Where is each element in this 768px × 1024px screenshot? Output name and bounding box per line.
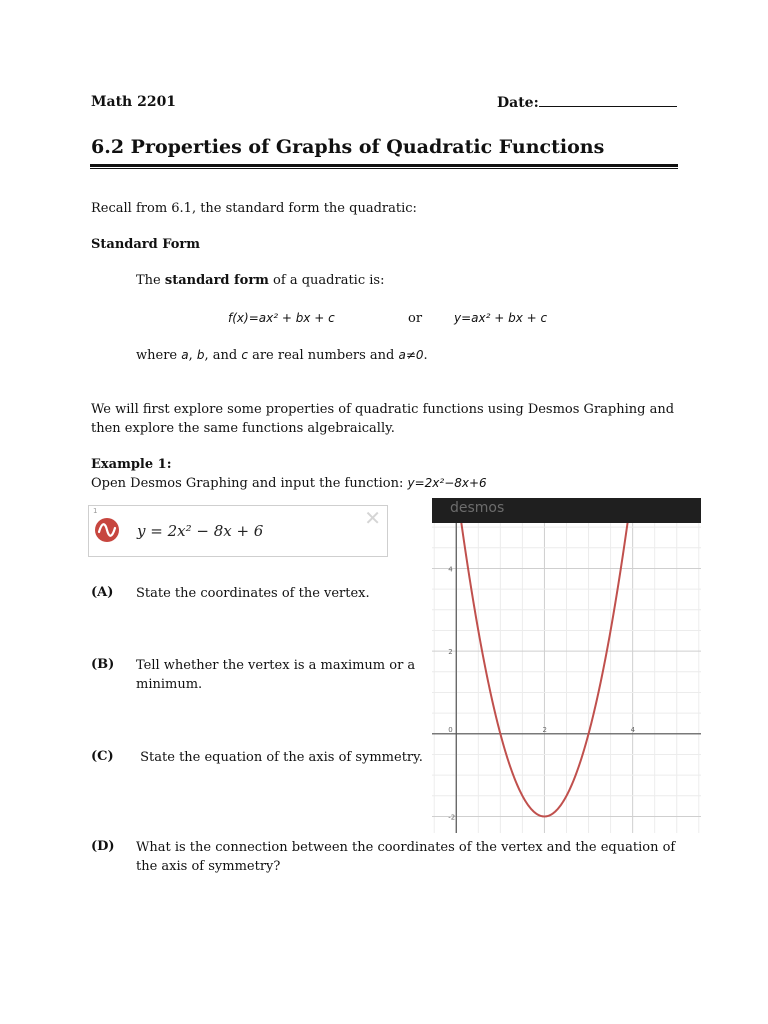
explore-line-1: We will first explore some properties of quadratic functions using Desmos Graphing and xyxy=(91,402,675,417)
tick-label-y: 4 xyxy=(448,565,453,574)
example-function: y=2x²−8x+6 xyxy=(407,476,487,490)
desmos-expression-row[interactable] xyxy=(88,505,388,557)
intro-text: Recall from 6.1, the standard form the quadratic: xyxy=(91,201,417,216)
question-d-text-2: the axis of symmetry? xyxy=(136,859,281,874)
graph-tick-labels xyxy=(448,565,635,821)
question-d-text-1: What is the connection between the coordinates of the vertex and the equation of xyxy=(136,840,676,855)
question-a-label: (A) xyxy=(91,585,114,600)
date-blank xyxy=(539,94,677,107)
instruction-text: Open Desmos Graphing and input the function: xyxy=(91,476,404,491)
desmos-graph[interactable] xyxy=(432,523,701,833)
standard-form-sentence xyxy=(136,271,384,290)
question-b-label: (B) xyxy=(91,657,115,672)
sep-1: , xyxy=(188,348,197,363)
date-field xyxy=(497,94,677,111)
sentence-bold: standard form xyxy=(164,273,269,288)
tick-label-x: 4 xyxy=(630,725,636,734)
sep-2: , and xyxy=(204,348,242,363)
title-divider xyxy=(90,164,678,167)
where-clause xyxy=(136,346,428,365)
where-end: . xyxy=(423,348,428,363)
example-instruction xyxy=(91,474,487,493)
question-b-text-1: Tell whether the vertex is a maximum or a xyxy=(136,658,416,673)
formula-y-notation: y=ax² + bx + c xyxy=(454,311,548,325)
tick-label-y: -2 xyxy=(448,813,456,822)
question-d-label: (D) xyxy=(91,839,115,854)
close-icon[interactable]: ✕ xyxy=(364,506,381,530)
expression-text[interactable]: y = 2x² − 8x + 6 xyxy=(137,522,264,540)
var-b: b xyxy=(196,348,205,362)
desmos-logo-icon xyxy=(95,518,119,542)
date-label: Date: xyxy=(497,95,539,111)
desmos-graph-header xyxy=(432,498,701,523)
tick-label-x: 2 xyxy=(542,725,547,734)
sentence-pre: The xyxy=(136,273,165,288)
where-mid: are real numbers and xyxy=(247,348,399,363)
var-a: a xyxy=(181,348,189,362)
tick-label-origin: 0 xyxy=(448,725,453,734)
sentence-post: of a quadratic is: xyxy=(268,273,385,288)
formula-or: or xyxy=(408,311,423,326)
standard-form-heading: Standard Form xyxy=(91,237,201,252)
question-c-text: State the equation of the axis of symmetry. xyxy=(136,750,423,765)
tick-label-y: 2 xyxy=(448,648,453,657)
expression-number: 1 xyxy=(93,507,98,515)
desmos-brand: desmos xyxy=(450,500,505,516)
example-heading: Example 1: xyxy=(91,457,172,472)
question-b-text-2: minimum. xyxy=(136,677,203,692)
var-c: c xyxy=(241,348,248,362)
page-title: 6.2 Properties of Graphs of Quadratic Functions xyxy=(91,136,605,158)
where-pre: where xyxy=(136,348,182,363)
title-divider-thin xyxy=(90,168,678,169)
explore-line-2: then explore the same functions algebraically. xyxy=(91,421,395,436)
condition: a≠0 xyxy=(398,348,424,362)
course-name: Math 2201 xyxy=(91,94,177,110)
question-a-text: State the coordinates of the vertex. xyxy=(136,586,370,601)
question-c-label: (C) xyxy=(91,749,114,764)
formula-function-notation: f(x)=ax² + bx + c xyxy=(228,311,335,325)
graph-grid xyxy=(432,523,701,833)
